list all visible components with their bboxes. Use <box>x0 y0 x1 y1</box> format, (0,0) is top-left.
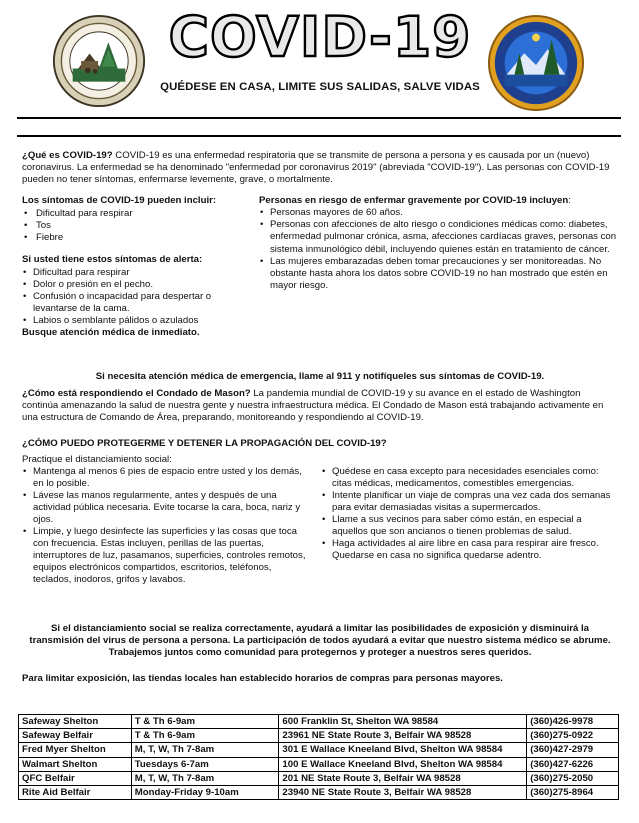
list-item: • Haga actividades al aire libre en casa para respirar aire fresco. Quedarse en casa no significa quedarse adentro. <box>321 538 619 562</box>
protect-left-column <box>22 466 310 587</box>
closing-paragraph: Si el distanciamiento social se realiza correctamente, ayudará a limitar las posibilidades de exposición y disminuirá la transmisión del virus de persona a persona. La participación de todos ayudará a evitar que nuestro sistema médico se abrume. Trabajemos juntos como comunidad para protegernos y proteger a nuestros seres queridos. <box>29 622 611 658</box>
list-item: • Fiebre <box>22 232 247 244</box>
list-item: • Dolor o presión en el pecho. <box>22 279 247 291</box>
list-item: • Dificultad para respirar <box>22 208 247 220</box>
list-item: • Tos <box>22 220 247 232</box>
symptoms-risk-columns <box>22 195 618 359</box>
store-hours: T & Th 6-9am <box>131 729 279 743</box>
store-phone: (360)275-8964 <box>527 785 619 799</box>
response-question: ¿Cómo está respondiendo el Condado de Mason? <box>22 388 251 400</box>
store-name: Walmart Shelton <box>19 757 132 771</box>
list-item: • Mantenga al menos 6 pies de espacio entre usted y los demás, en lo posible. <box>22 466 310 490</box>
store-address: 301 E Wallace Kneeland Blvd, Shelton WA 98584 <box>279 743 527 757</box>
symptoms-list <box>22 208 247 244</box>
store-address: 23961 NE State Route 3, Belfair WA 98528 <box>279 729 527 743</box>
header <box>0 0 639 110</box>
intro-question: ¿Qué es COVID-19? <box>22 150 113 161</box>
county-planning-seal-icon <box>52 14 146 108</box>
list-item: • Quédese en casa excepto para necesidades esenciales como: citas médicas, medicamentos, comestibles emergencias. <box>321 466 619 490</box>
store-address: 201 NE State Route 3, Belfair WA 98528 <box>279 771 527 785</box>
list-item: • Labios o semblante pálidos o azulados <box>22 315 247 327</box>
store-name: QFC Belfair <box>19 771 132 785</box>
protect-heading: ¿CÓMO PUEDO PROTEGERME Y DETENER LA PROPAGACIÓN DEL COVID-19? <box>22 437 387 449</box>
page-subtitle: QUÉDESE EN CASA, LIMITE SUS SALIDAS, SALVE VIDAS <box>160 81 480 93</box>
alert-list <box>22 267 247 327</box>
store-address: 23940 NE State Route 3, Belfair WA 98528 <box>279 785 527 799</box>
alert-footer: Busque atención médica de inmediato. <box>22 327 200 339</box>
protect-intro: Practique el distanciamiento social: <box>22 453 172 465</box>
intro-paragraph <box>22 150 618 186</box>
second-rule <box>17 135 621 137</box>
risk-heading-line <box>259 195 617 207</box>
table-row <box>19 743 619 757</box>
store-phone: (360)427-6226 <box>527 757 619 771</box>
store-address: 600 Franklin St, Shelton WA 98584 <box>279 715 527 729</box>
risk-list <box>259 207 617 292</box>
stores-table <box>18 714 619 800</box>
store-name: Safeway Shelton <box>19 715 132 729</box>
alert-heading: Si usted tiene estos síntomas de alerta: <box>22 253 203 265</box>
risk-heading-suffix: : <box>568 195 571 207</box>
symptoms-heading: Los síntomas de COVID-19 pueden incluir: <box>22 195 217 207</box>
table-row <box>19 757 619 771</box>
protect-right-list <box>321 466 619 563</box>
store-phone: (360)426-9978 <box>527 715 619 729</box>
store-phone: (360)275-2050 <box>527 771 619 785</box>
protect-left-list <box>22 466 310 587</box>
table-row <box>19 785 619 799</box>
store-name: Fred Myer Shelton <box>19 743 132 757</box>
stores-intro: Para limitar exposición, las tiendas locales han establecido horarios de compras para personas mayores. <box>22 672 503 684</box>
store-name: Safeway Belfair <box>19 729 132 743</box>
list-item: • Llame a sus vecinos para saber cómo están, en especial a aquellos que son ancianos o tienen problemas de salud. <box>321 514 619 538</box>
risk-heading: Personas en riesgo de enfermar gravemente por COVID-19 incluyen <box>259 195 569 207</box>
store-phone: (360)427-2979 <box>527 743 619 757</box>
table-row <box>19 715 619 729</box>
list-item: • Las mujeres embarazadas deben tomar precauciones y ser monitoreadas. No obstante hasta ahora los datos sobre COVID-19 no han mostrado que estén en mayor riesgo. <box>259 256 617 292</box>
risk-column <box>259 195 617 292</box>
store-hours: Tuesdays 6-7am <box>131 757 279 771</box>
store-name: Rite Aid Belfair <box>19 785 132 799</box>
table-row <box>19 729 619 743</box>
store-hours: M, T, W, Th 7-8am <box>131 771 279 785</box>
store-phone: (360)275-0922 <box>527 729 619 743</box>
table-row <box>19 771 619 785</box>
protect-columns <box>22 466 618 623</box>
list-item: • Intente planificar un viaje de compras una vez cada dos semanas para evitar demasiadas visitas a supermercados. <box>321 490 619 514</box>
store-hours: T & Th 6-9am <box>131 715 279 729</box>
store-hours: Monday-Friday 9-10am <box>131 785 279 799</box>
response-paragraph <box>22 388 618 424</box>
intro-text: COVID-19 es una enfermedad respiratoria que se transmite de persona a persona y es causada por un (nuevo) coronavirus. La enfermedad se ha denominado "enfermedad por coronavirus 2019" (abreviada "COVID-19"). Las personas con COVID-19 pueden no tener síntomas, enfermarse levemente, grave, o mortalmente. <box>22 150 610 186</box>
list-item: • Personas con afecciones de alto riesgo o condiciones médicas como: diabetes, enfermedad pulmonar crónica, asma, afecciones cardíacas graves, personas con sistema inmunológico débil, incluyendo quienes están en tratamiento de cáncer. <box>259 219 617 255</box>
list-item: • Lávese las manos regularmente, antes y después de una actividad pública necesaria. Evite tocarse la cara, boca, nariz y ojos. <box>22 490 310 526</box>
list-item: • Limpie, y luego desinfecte las superficies y las cosas que toca con frecuencia. Estas incluyen, perillas de las puertas, interruptores de luz, pasamanos, superficies, controles remotos, equipos electrónicos compartidos, escritorios, teléfonos, teclados, inodoros, grifos y lavabos. <box>22 526 310 586</box>
top-rule <box>17 117 621 119</box>
symptoms-column <box>22 195 247 340</box>
store-address: 100 E Wallace Kneeland Blvd, Shelton WA 98584 <box>279 757 527 771</box>
response-text: La pandemia mundial de COVID-19 y su avance en el estado de Washington continúa amenazando la salud de nuestra gente y nuestra infraestructura médica. El Condado de Mason está trabajando activamente en una estructura de Comando de Área, preparando, monitoreando y respondiendo al COVID-19. <box>22 388 604 424</box>
list-item: • Personas mayores de 60 años. <box>259 207 617 219</box>
mason-county-seal-icon <box>487 14 585 112</box>
store-hours: M, T, W, Th 7-8am <box>131 743 279 757</box>
protect-right-column <box>321 466 619 563</box>
list-item: • Dificultad para respirar <box>22 267 247 279</box>
page-title: COVID-19 <box>168 5 472 69</box>
emergency-notice: Si necesita atención médica de emergencia, llame al 911 y notifíqueles sus síntomas de COVID-19. <box>95 371 545 383</box>
list-item: • Confusión o incapacidad para despertar o levantarse de la cama. <box>22 291 247 315</box>
main-content <box>22 150 618 685</box>
